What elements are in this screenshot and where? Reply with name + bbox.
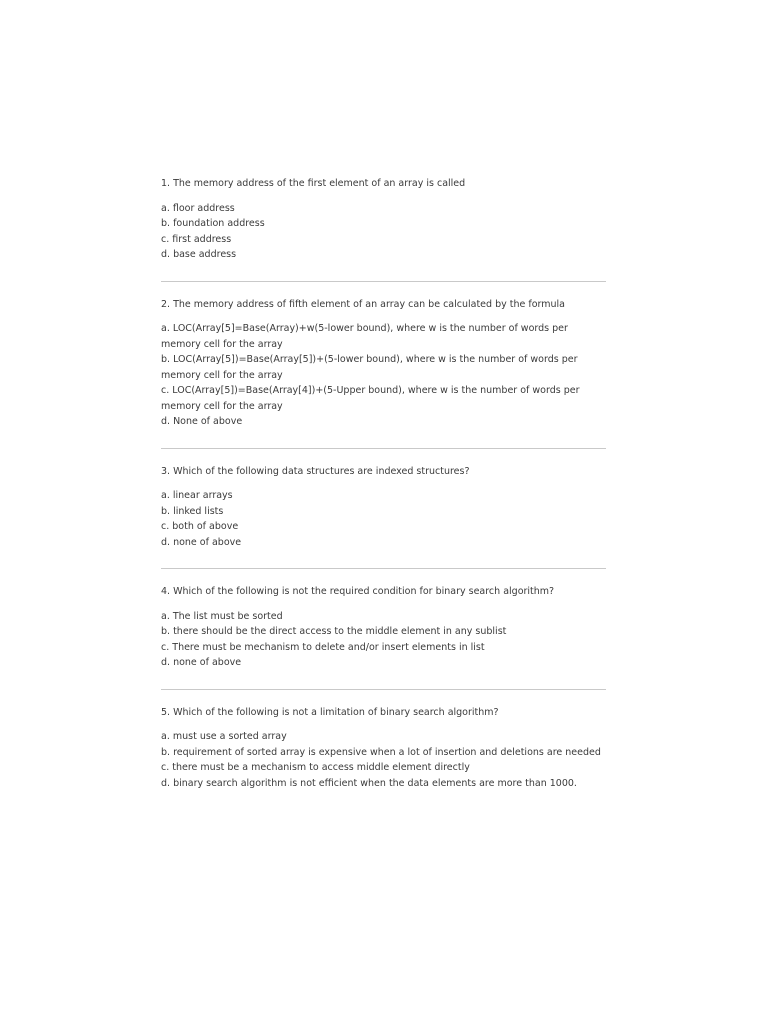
- question-text: 1. The memory address of the first element of an array is called: [161, 178, 466, 189]
- option-a: a. The list must be sorted: [161, 610, 283, 622]
- question-text: 2. The memory address of fifth element of an array can be calculated by the formula: [161, 298, 565, 310]
- divider: [161, 568, 606, 569]
- divider: [161, 281, 606, 282]
- option-b: b. there should be the direct access to the middle element in any sublist: [161, 626, 507, 637]
- question-1: [161, 176, 606, 263]
- option-list: [161, 488, 606, 550]
- option-list: [161, 729, 606, 791]
- option-c: c. there must be a mechanism to access middle element directly: [161, 762, 470, 773]
- question-text: 3. Which of the following data structures are indexed structures?: [161, 465, 470, 477]
- option-d: d. base address: [161, 249, 237, 260]
- option-b: b. requirement of sorted array is expensive when a lot of insertion and deletions are needed: [161, 746, 601, 758]
- option-d: d. none of above: [161, 657, 242, 668]
- divider: [161, 689, 606, 690]
- quiz-document: [161, 176, 606, 791]
- option-c: c. first address: [161, 233, 232, 245]
- question-4: [161, 584, 606, 671]
- option-d: d. None of above: [161, 416, 243, 427]
- divider: [161, 448, 606, 449]
- option-list: [161, 609, 606, 671]
- option-d: d. binary search algorithm is not efficient when the data elements are more than 1000.: [161, 777, 577, 789]
- option-a: a. floor address: [161, 202, 235, 214]
- option-b: b. foundation address: [161, 218, 265, 229]
- option-c: c. both of above: [161, 521, 239, 532]
- question-2: [161, 297, 606, 430]
- option-c: c. There must be mechanism to delete and/or insert elements in list: [161, 641, 485, 653]
- option-b: b. LOC(Array[5])=Base(Array[5])+(5-lower bound), where w is the number of words per memory cell for the array: [161, 354, 578, 381]
- option-a: a. must use a sorted array: [161, 731, 287, 742]
- option-list: [161, 321, 606, 430]
- question-text: 5. Which of the following is not a limitation of binary search algorithm?: [161, 706, 499, 718]
- option-b: b. linked lists: [161, 505, 224, 517]
- question-text: 4. Which of the following is not the required condition for binary search algorithm?: [161, 586, 555, 597]
- option-d: d. none of above: [161, 536, 242, 548]
- option-list: [161, 201, 606, 263]
- option-a: a. linear arrays: [161, 490, 233, 501]
- question-3: [161, 464, 606, 551]
- question-5: [161, 705, 606, 792]
- option-c: c. LOC(Array[5])=Base(Array[4])+(5-Upper bound), where w is the number of words per memory cell for the array: [161, 385, 580, 412]
- option-a: a. LOC(Array[5]=Base(Array)+w(5-lower bound), where w is the number of words per memory cell for the array: [161, 323, 568, 350]
